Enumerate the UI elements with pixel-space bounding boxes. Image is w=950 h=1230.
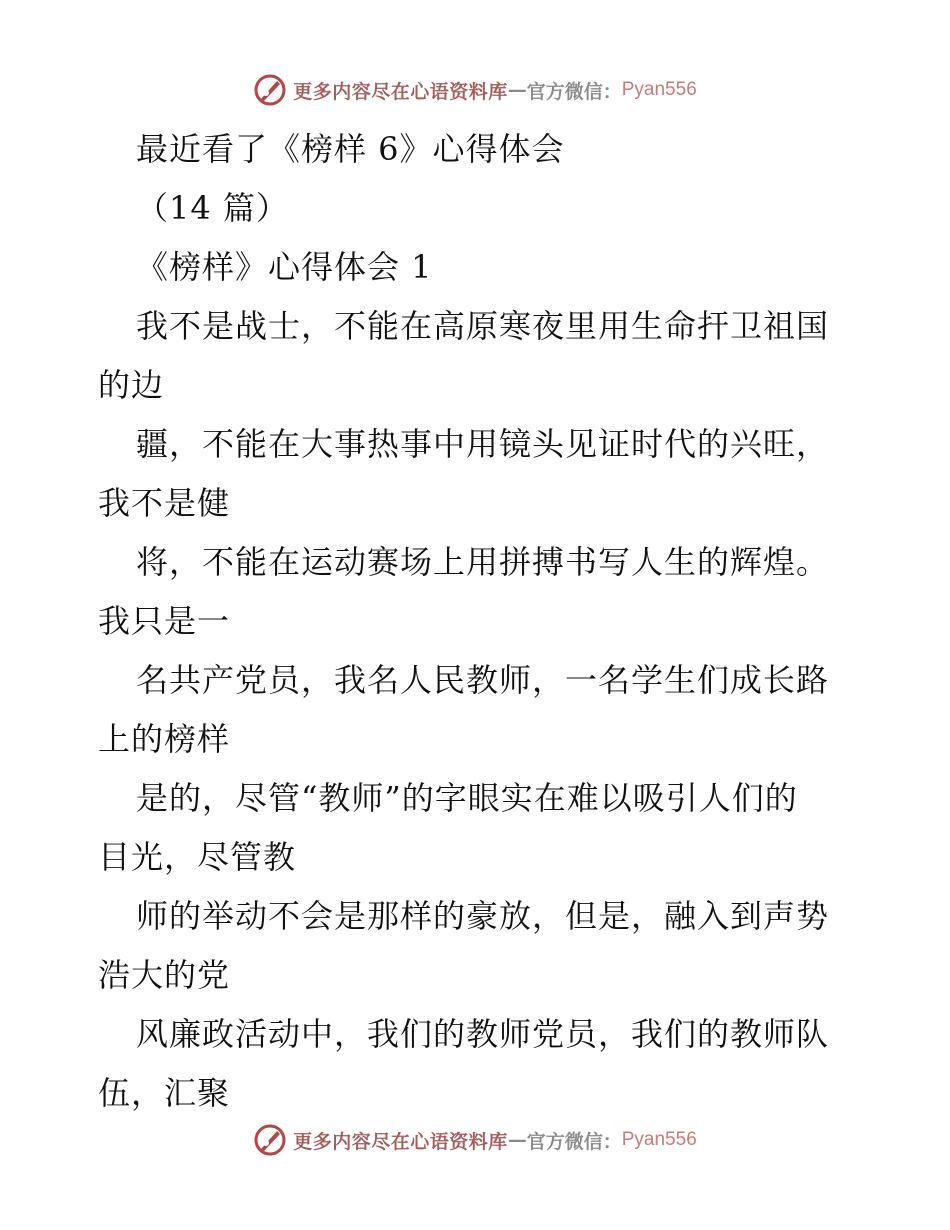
document-body	[98, 120, 858, 1123]
banner-wechat-id: Pyan556	[621, 1129, 697, 1150]
paragraph-line: 我不是战士，不能在高原寒夜里用生命扞卫祖国	[136, 307, 830, 345]
paragraph-line: 是的，尽管“教师”的字眼实在难以吸引人们的	[136, 779, 798, 817]
banner-brand-text: 更多内容尽在心语资料库	[293, 80, 508, 103]
paragraph-line: 的边	[98, 366, 165, 404]
banner-brand-text: 更多内容尽在心语资料库	[293, 1130, 508, 1153]
paragraph-line: 伍，汇聚	[98, 1074, 231, 1112]
paragraph-line: 将，不能在运动赛场上用拼搏书写人生的辉煌。	[136, 543, 830, 581]
paragraph-line: 风廉政活动中，我们的教师党员，我们的教师队	[136, 1015, 830, 1053]
paragraph-line: 疆，不能在大事热事中用镜头见证时代的兴旺，	[136, 425, 830, 463]
quill-logo-icon	[253, 73, 287, 107]
header-watermark	[0, 70, 950, 110]
paragraph-line: 我不是健	[98, 484, 231, 522]
banner-wechat-label: 官方微信：	[526, 1130, 622, 1153]
banner-wechat-label: 官方微信：	[526, 80, 622, 103]
quill-logo-icon	[253, 1123, 287, 1157]
paragraph-line: 上的榜样	[98, 720, 231, 758]
section-heading: 《榜样》心得体会 1	[136, 248, 433, 286]
paragraph-line: 我只是一	[98, 602, 231, 640]
paragraph-line: 目光，尽管教	[98, 838, 297, 876]
document-title: 最近看了《榜样 6》心得体会	[136, 130, 565, 168]
footer-watermark	[0, 1120, 950, 1160]
banner-dash: —	[507, 79, 527, 101]
banner-dash: —	[507, 1129, 527, 1151]
paragraph-line: 师的举动不会是那样的豪放，但是，融入到声势	[136, 897, 830, 935]
paragraph-line: 浩大的党	[98, 956, 231, 994]
banner-wechat-id: Pyan556	[621, 79, 697, 100]
document-subtitle: （14 篇）	[136, 189, 289, 227]
paragraph-line: 名共产党员，我名人民教师，一名学生们成长路	[136, 661, 830, 699]
